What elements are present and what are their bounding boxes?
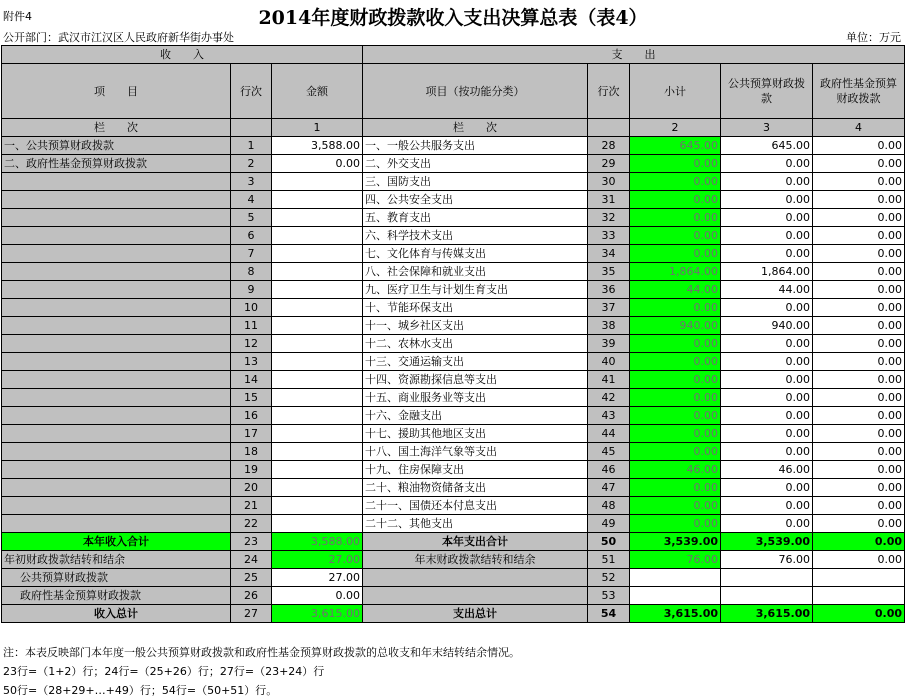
carry-in-public-line: 25	[231, 569, 272, 587]
income-line-no: 5	[231, 209, 272, 227]
carry-in-amount: 27.00	[272, 551, 363, 569]
expense-fund-budget: 0.00	[813, 461, 905, 479]
expense-item: 十三、交通运输支出	[363, 353, 588, 371]
col-header-line-no: 行次	[231, 64, 272, 119]
table-row	[2, 335, 905, 353]
expense-item: 二、外交支出	[363, 155, 588, 173]
col-header-item: 项 目	[2, 64, 231, 119]
carry-in-fund-label: 政府性基金预算财政拨款	[2, 587, 231, 605]
income-grand-total-label: 收入总计	[2, 605, 231, 623]
income-amount	[272, 335, 363, 353]
income-line-no: 2	[231, 155, 272, 173]
expense-line-no: 44	[588, 425, 630, 443]
income-line-no: 19	[231, 461, 272, 479]
column-index-4: 4	[813, 119, 905, 137]
income-section-header: 收 入	[2, 46, 363, 64]
expense-grand-total-line: 54	[588, 605, 630, 623]
page-title: 2014年度财政拨款收入支出决算总表（表4）	[258, 7, 648, 29]
expense-item: 十六、金融支出	[363, 407, 588, 425]
table-row	[2, 191, 905, 209]
expense-subtotal: 46.00	[630, 461, 721, 479]
blank-cell	[630, 569, 721, 587]
expense-subtotal: 1,864.00	[630, 263, 721, 281]
expense-item: 十七、援助其他地区支出	[363, 425, 588, 443]
income-item	[2, 227, 231, 245]
expense-fund-budget: 0.00	[813, 425, 905, 443]
expense-fund-budget: 0.00	[813, 155, 905, 173]
income-grand-total-amount: 3,615.00	[272, 605, 363, 623]
table-row	[2, 227, 905, 245]
expense-item: 五、教育支出	[363, 209, 588, 227]
expense-line-no: 33	[588, 227, 630, 245]
income-line-no: 13	[231, 353, 272, 371]
expense-fund-budget: 0.00	[813, 515, 905, 533]
income-amount	[272, 317, 363, 335]
income-item	[2, 263, 231, 281]
expense-item: 十八、国土海洋气象等支出	[363, 443, 588, 461]
expense-fund-budget: 0.00	[813, 281, 905, 299]
col-header-line-no-2: 行次	[588, 64, 630, 119]
income-line-no: 16	[231, 407, 272, 425]
expense-item: 二十一、国债还本付息支出	[363, 497, 588, 515]
expense-public-budget: 0.00	[721, 497, 813, 515]
income-item	[2, 425, 231, 443]
income-amount	[272, 281, 363, 299]
expense-line-no: 30	[588, 173, 630, 191]
income-item	[2, 497, 231, 515]
expense-line-no: 39	[588, 335, 630, 353]
income-item	[2, 281, 231, 299]
income-line-no: 9	[231, 281, 272, 299]
table-row	[2, 443, 905, 461]
income-amount: 3,588.00	[272, 137, 363, 155]
expense-subtotal: 0.00	[630, 335, 721, 353]
expense-fund-budget: 0.00	[813, 191, 905, 209]
expense-line-no: 37	[588, 299, 630, 317]
table-row	[2, 137, 905, 155]
expense-subtotal: 940.00	[630, 317, 721, 335]
table-row	[2, 299, 905, 317]
expense-item: 七、文化体育与传媒支出	[363, 245, 588, 263]
expense-public-budget: 0.00	[721, 245, 813, 263]
table-row	[2, 389, 905, 407]
income-amount	[272, 299, 363, 317]
expense-item: 十五、商业服务业等支出	[363, 389, 588, 407]
income-line-no: 8	[231, 263, 272, 281]
expense-line-no: 35	[588, 263, 630, 281]
income-item: 二、政府性基金预算财政拨款	[2, 155, 231, 173]
blank-cell	[721, 569, 813, 587]
expense-grand-total-fund: 0.00	[813, 605, 905, 623]
expense-item: 三、国防支出	[363, 173, 588, 191]
expense-subtotal: 0.00	[630, 227, 721, 245]
blank-expense-item	[363, 569, 588, 587]
expense-total-label: 本年支出合计	[363, 533, 588, 551]
expense-fund-budget: 0.00	[813, 173, 905, 191]
footnote-line: 23行=（1+2）行；24行=（25+26）行；27行=（23+24）行	[3, 665, 325, 678]
expense-public-budget: 44.00	[721, 281, 813, 299]
expense-item: 一、一般公共服务支出	[363, 137, 588, 155]
income-total-amount: 3,588.00	[272, 533, 363, 551]
table-row	[2, 173, 905, 191]
carry-in-fund-amount: 0.00	[272, 587, 363, 605]
blank-cell	[813, 569, 905, 587]
expense-line-no: 38	[588, 317, 630, 335]
expense-fund-budget: 0.00	[813, 137, 905, 155]
expense-public-budget: 0.00	[721, 407, 813, 425]
expense-public-budget: 0.00	[721, 353, 813, 371]
income-amount	[272, 497, 363, 515]
expense-subtotal: 44.00	[630, 281, 721, 299]
expense-grand-total-label: 支出总计	[363, 605, 588, 623]
income-amount	[272, 173, 363, 191]
table-row	[2, 515, 905, 533]
expense-public-budget: 940.00	[721, 317, 813, 335]
income-line-no: 12	[231, 335, 272, 353]
income-line-no: 7	[231, 245, 272, 263]
expense-item: 十、节能环保支出	[363, 299, 588, 317]
income-item	[2, 245, 231, 263]
income-amount	[272, 353, 363, 371]
expense-item: 六、科学技术支出	[363, 227, 588, 245]
expense-item: 十二、农林水支出	[363, 335, 588, 353]
expense-line-no: 47	[588, 479, 630, 497]
expense-fund-budget: 0.00	[813, 353, 905, 371]
column-index-blank-2	[588, 119, 630, 137]
department-label: 公开部门：武汉市江汉区人民政府新华街办事处	[3, 31, 234, 44]
footnotes	[3, 643, 520, 700]
income-line-no: 20	[231, 479, 272, 497]
unit-label: 单位：万元	[846, 31, 901, 44]
income-item	[2, 479, 231, 497]
income-total-label: 本年收入合计	[2, 533, 231, 551]
expense-public-budget: 0.00	[721, 425, 813, 443]
expense-fund-budget: 0.00	[813, 227, 905, 245]
expense-fund-budget: 0.00	[813, 245, 905, 263]
income-line-no: 18	[231, 443, 272, 461]
col-header-amount: 金额	[272, 64, 363, 119]
expense-subtotal: 0.00	[630, 191, 721, 209]
expense-total-fund: 0.00	[813, 533, 905, 551]
income-grand-total-line: 27	[231, 605, 272, 623]
blank-cell	[721, 587, 813, 605]
expense-item: 十九、住房保障支出	[363, 461, 588, 479]
col-header-item-by-function: 项目（按功能分类）	[363, 64, 588, 119]
income-item	[2, 191, 231, 209]
expense-fund-budget: 0.00	[813, 299, 905, 317]
row52-line: 52	[588, 569, 630, 587]
income-amount	[272, 425, 363, 443]
expense-fund-budget: 0.00	[813, 263, 905, 281]
expense-subtotal: 0.00	[630, 245, 721, 263]
table-row	[2, 371, 905, 389]
carry-in-public-label: 公共预算财政拨款	[2, 569, 231, 587]
footnote-line: 50行=（28+29+…+49）行；54行=（50+51）行。	[3, 684, 278, 697]
income-amount	[272, 479, 363, 497]
table-row	[2, 497, 905, 515]
table-row	[2, 155, 905, 173]
income-line-no: 1	[231, 137, 272, 155]
expense-item: 十一、城乡社区支出	[363, 317, 588, 335]
column-index-blank	[231, 119, 272, 137]
blank-expense-item	[363, 587, 588, 605]
income-amount	[272, 407, 363, 425]
expense-subtotal: 0.00	[630, 407, 721, 425]
expense-public-budget: 0.00	[721, 173, 813, 191]
expense-public-budget: 1,864.00	[721, 263, 813, 281]
income-line-no: 6	[231, 227, 272, 245]
table-row	[2, 245, 905, 263]
expense-line-no: 46	[588, 461, 630, 479]
attachment-label: 附件4	[3, 10, 32, 23]
income-amount	[272, 227, 363, 245]
income-total-line: 23	[231, 533, 272, 551]
expense-public-budget: 0.00	[721, 299, 813, 317]
carry-in-line: 24	[231, 551, 272, 569]
expense-item: 二十二、其他支出	[363, 515, 588, 533]
expense-fund-budget: 0.00	[813, 443, 905, 461]
expense-public-budget: 46.00	[721, 461, 813, 479]
income-item	[2, 371, 231, 389]
blank-cell	[630, 587, 721, 605]
expense-subtotal: 645.00	[630, 137, 721, 155]
income-line-no: 3	[231, 173, 272, 191]
expense-total-subtotal: 3,539.00	[630, 533, 721, 551]
column-index-2: 2	[630, 119, 721, 137]
expense-line-no: 45	[588, 443, 630, 461]
income-amount	[272, 263, 363, 281]
income-line-no: 22	[231, 515, 272, 533]
table-row	[2, 425, 905, 443]
expense-fund-budget: 0.00	[813, 371, 905, 389]
expense-public-budget: 0.00	[721, 515, 813, 533]
income-line-no: 15	[231, 389, 272, 407]
income-item	[2, 317, 231, 335]
footnote-line: 注：本表反映部门本年度一般公共预算财政拨款和政府性基金预算财政拨款的总收支和年末结转结余情况。	[3, 646, 520, 659]
expense-public-budget: 0.00	[721, 389, 813, 407]
income-item	[2, 209, 231, 227]
column-index-3: 3	[721, 119, 813, 137]
income-amount	[272, 389, 363, 407]
expense-public-budget: 0.00	[721, 371, 813, 389]
income-amount	[272, 443, 363, 461]
expense-public-budget: 0.00	[721, 227, 813, 245]
expense-fund-budget: 0.00	[813, 479, 905, 497]
expense-item: 九、医疗卫生与计划生育支出	[363, 281, 588, 299]
table-row	[2, 479, 905, 497]
income-line-no: 21	[231, 497, 272, 515]
expense-grand-total-public: 3,615.00	[721, 605, 813, 623]
expense-subtotal: 0.00	[630, 425, 721, 443]
expense-public-budget: 0.00	[721, 191, 813, 209]
expense-subtotal: 0.00	[630, 443, 721, 461]
carry-out-subtotal: 76.00	[630, 551, 721, 569]
column-index-1: 1	[272, 119, 363, 137]
income-amount: 0.00	[272, 155, 363, 173]
row53-line: 53	[588, 587, 630, 605]
expense-subtotal: 0.00	[630, 155, 721, 173]
expense-item: 八、社会保障和就业支出	[363, 263, 588, 281]
income-item	[2, 299, 231, 317]
expense-grand-total-subtotal: 3,615.00	[630, 605, 721, 623]
carry-out-fund: 0.00	[813, 551, 905, 569]
income-line-no: 14	[231, 371, 272, 389]
expense-item: 四、公共安全支出	[363, 191, 588, 209]
carry-in-public-amount: 27.00	[272, 569, 363, 587]
expense-subtotal: 0.00	[630, 371, 721, 389]
expense-line-no: 41	[588, 371, 630, 389]
expense-subtotal: 0.00	[630, 389, 721, 407]
expense-fund-budget: 0.00	[813, 407, 905, 425]
table-row	[2, 209, 905, 227]
table-row	[2, 281, 905, 299]
expense-line-no: 49	[588, 515, 630, 533]
expense-line-no: 42	[588, 389, 630, 407]
carry-out-public: 76.00	[721, 551, 813, 569]
expense-item: 十四、资源勘探信息等支出	[363, 371, 588, 389]
expense-total-line: 50	[588, 533, 630, 551]
income-item	[2, 389, 231, 407]
table-row	[2, 461, 905, 479]
column-index-label: 栏 次	[2, 119, 231, 137]
expense-public-budget: 0.00	[721, 443, 813, 461]
income-item	[2, 353, 231, 371]
expense-subtotal: 0.00	[630, 479, 721, 497]
income-line-no: 4	[231, 191, 272, 209]
expense-line-no: 28	[588, 137, 630, 155]
table-row	[2, 263, 905, 281]
carry-out-label: 年末财政拨款结转和结余	[363, 551, 588, 569]
expense-line-no: 36	[588, 281, 630, 299]
expense-public-budget: 0.00	[721, 209, 813, 227]
expense-subtotal: 0.00	[630, 497, 721, 515]
income-amount	[272, 245, 363, 263]
col-header-subtotal: 小计	[630, 64, 721, 119]
expense-line-no: 31	[588, 191, 630, 209]
income-item: 一、公共预算财政拨款	[2, 137, 231, 155]
column-index-label-2: 栏 次	[363, 119, 588, 137]
income-item	[2, 335, 231, 353]
col-header-public-budget: 公共预算财政拨款	[721, 64, 813, 119]
col-header-fund-budget: 政府性基金预算财政拨款	[813, 64, 905, 119]
expense-public-budget: 645.00	[721, 137, 813, 155]
expense-subtotal: 0.00	[630, 299, 721, 317]
income-item	[2, 461, 231, 479]
income-item	[2, 443, 231, 461]
expense-subtotal: 0.00	[630, 209, 721, 227]
income-line-no: 17	[231, 425, 272, 443]
expense-line-no: 29	[588, 155, 630, 173]
expense-subtotal: 0.00	[630, 353, 721, 371]
income-amount	[272, 515, 363, 533]
carry-in-fund-line: 26	[231, 587, 272, 605]
carry-out-line: 51	[588, 551, 630, 569]
expense-section-header: 支 出	[363, 46, 905, 64]
income-amount	[272, 191, 363, 209]
income-item	[2, 407, 231, 425]
income-item	[2, 515, 231, 533]
report-header	[0, 0, 906, 46]
table-row	[2, 353, 905, 371]
expense-fund-budget: 0.00	[813, 335, 905, 353]
expense-line-no: 43	[588, 407, 630, 425]
expense-subtotal: 0.00	[630, 515, 721, 533]
expense-public-budget: 0.00	[721, 155, 813, 173]
expense-subtotal: 0.00	[630, 173, 721, 191]
expense-total-public: 3,539.00	[721, 533, 813, 551]
expense-fund-budget: 0.00	[813, 497, 905, 515]
expense-fund-budget: 0.00	[813, 317, 905, 335]
expense-fund-budget: 0.00	[813, 389, 905, 407]
expense-public-budget: 0.00	[721, 479, 813, 497]
income-amount	[272, 209, 363, 227]
table-row	[2, 407, 905, 425]
blank-cell	[813, 587, 905, 605]
carry-in-label: 年初财政拨款结转和结余	[2, 551, 231, 569]
expense-fund-budget: 0.00	[813, 209, 905, 227]
expense-line-no: 48	[588, 497, 630, 515]
expense-line-no: 40	[588, 353, 630, 371]
expense-line-no: 32	[588, 209, 630, 227]
income-amount	[272, 461, 363, 479]
expense-line-no: 34	[588, 245, 630, 263]
income-line-no: 11	[231, 317, 272, 335]
expense-item: 二十、粮油物资储备支出	[363, 479, 588, 497]
expense-public-budget: 0.00	[721, 335, 813, 353]
income-item	[2, 173, 231, 191]
income-line-no: 10	[231, 299, 272, 317]
income-amount	[272, 371, 363, 389]
table-row	[2, 317, 905, 335]
budget-summary-table	[1, 45, 905, 623]
